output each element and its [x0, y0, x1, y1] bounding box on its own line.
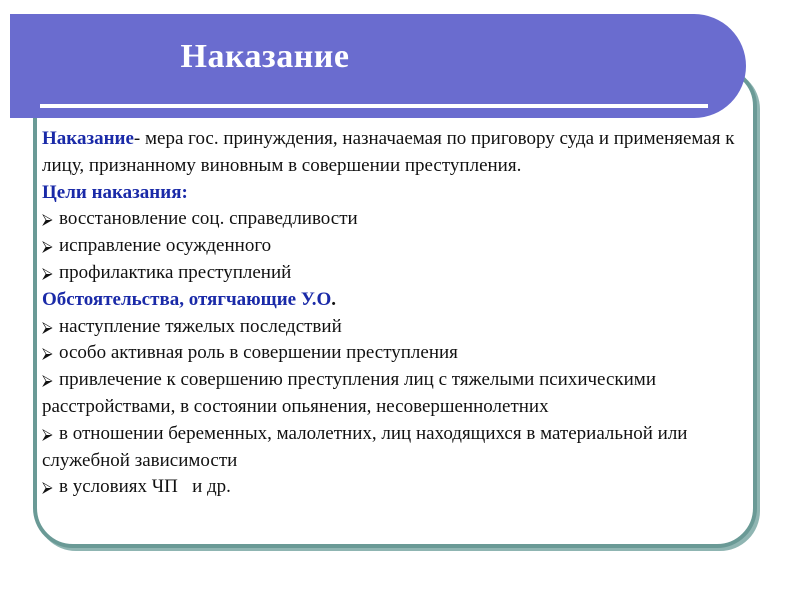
list-item: ⮚ в условиях ЧП и др.	[42, 474, 742, 501]
circumstances-heading: Обстоятельства, отягчающие У.О.	[42, 288, 336, 310]
slide-body	[42, 126, 742, 501]
arrow-bullet-icon: ⮚	[42, 478, 53, 497]
goals-heading: Цели наказания:	[42, 181, 188, 203]
definition-term: Наказание	[42, 128, 134, 149]
arrow-bullet-icon: ⮚	[42, 344, 53, 363]
arrow-bullet-icon: ⮚	[42, 263, 53, 282]
arrow-bullet-icon: ⮚	[42, 424, 53, 443]
list-item: ⮚ особо активная роль в совершении преступления	[42, 340, 742, 367]
list-item: ⮚ восстановление соц. справедливости	[42, 206, 742, 233]
arrow-bullet-icon: ⮚	[42, 317, 53, 336]
list-item: ⮚ привлечение к совершению преступления лиц с тяжелыми психическими расстройствами, в состоянии опьянения, несовершеннолетних	[42, 369, 656, 417]
list-item: ⮚ в отношении беременных, малолетних, лиц находящихся в материальной или служебной зависимости	[42, 422, 688, 471]
list-item: ⮚ исправление осужденного	[42, 233, 742, 260]
title-underline	[40, 104, 708, 108]
arrow-bullet-icon: ⮚	[42, 371, 53, 390]
definition-text: - мера гос. принуждения, назначаемая по приговору суда и применяемая к лицу, признанному виновным в совершении преступления.	[42, 128, 735, 176]
list-item: ⮚ профилактика преступлений	[42, 260, 742, 287]
definition-paragraph	[42, 126, 742, 180]
list-item: ⮚ наступление тяжелых последствий	[42, 314, 742, 341]
arrow-bullet-icon: ⮚	[42, 210, 53, 229]
slide-title: Наказание	[180, 38, 350, 75]
arrow-bullet-icon: ⮚	[42, 237, 53, 256]
